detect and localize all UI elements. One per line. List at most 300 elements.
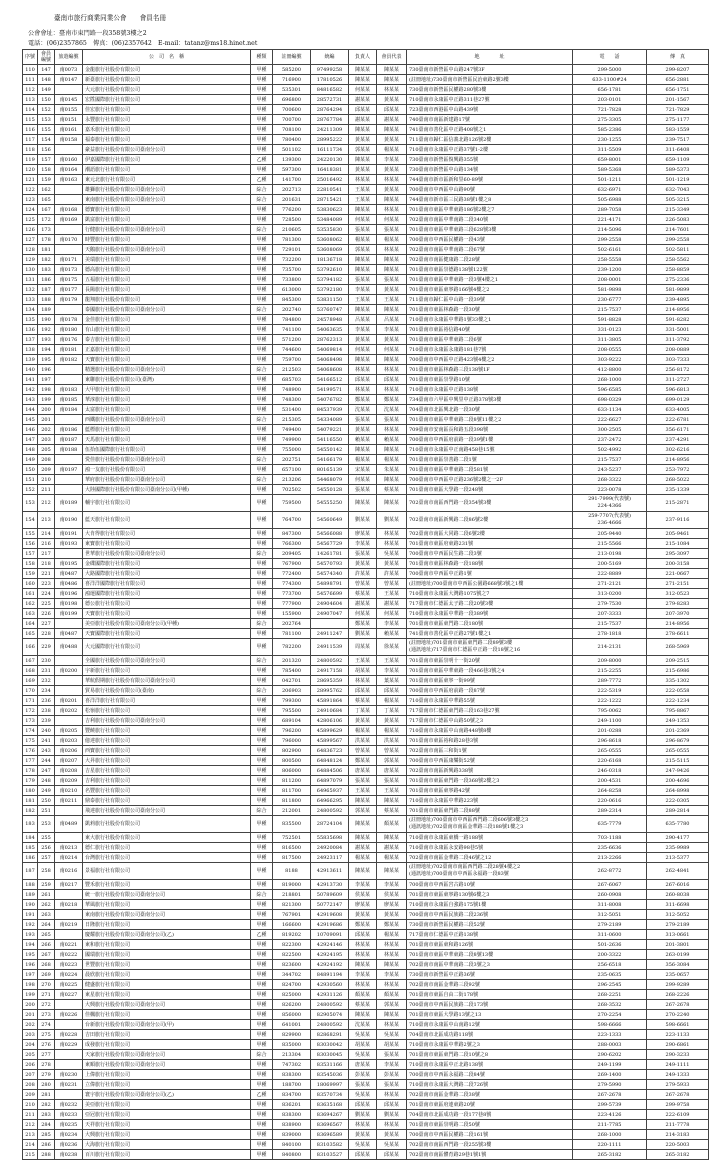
table-row xyxy=(23,796,709,806)
table-row xyxy=(23,1110,709,1120)
cell-seq: 129 xyxy=(23,255,38,265)
cell-owner: 黃某某 xyxy=(349,425,377,435)
table-row xyxy=(23,990,709,1000)
cell-category: 甲種 xyxy=(251,1040,273,1050)
cell-member-no: 154 xyxy=(38,135,55,145)
cell-registration-no: 597300 xyxy=(273,165,311,175)
table-row xyxy=(23,395,709,405)
cell-tour-no: 南0202 xyxy=(55,706,83,716)
cell-company-name: 德仁旅行社有限公司 xyxy=(83,843,251,853)
cell-member-no: 244 xyxy=(38,756,55,766)
cell-tax-id: 54068498 xyxy=(311,355,349,365)
cell-tax-id: 24911539 xyxy=(311,639,349,656)
cell-seq: 205 xyxy=(23,1050,38,1060)
cell-tour-no: 南0222 xyxy=(55,950,83,960)
cell-seq: 172 xyxy=(23,706,38,716)
cell-category: 甲種 xyxy=(251,716,273,726)
cell-company-name: 凱莉旅行社股份有限公司 xyxy=(83,816,251,833)
cell-tax-id: 64836723 xyxy=(311,746,349,756)
cell-address: 710臺南市永康區永康路181巷7號 xyxy=(407,345,573,355)
cell-seq: 201 xyxy=(23,1010,38,1020)
cell-member-no: 234 xyxy=(38,686,55,696)
cell-company-name: 大路國際旅行社有限公司 xyxy=(83,569,251,579)
cell-owner: 邱某某 xyxy=(349,105,377,115)
column-header-tax-id: 統編 xyxy=(311,50,349,65)
cell-member-no: 181 xyxy=(38,245,55,255)
cell-category: 甲種 xyxy=(251,910,273,920)
cell-category: 甲種 xyxy=(251,385,273,395)
cell-fax: 635-7780 xyxy=(647,816,709,833)
cell-fax: 268-2226 xyxy=(647,990,709,1000)
cell-company-name: 德寶旅行社有限公司 xyxy=(83,205,251,215)
cell-category: 綜合 xyxy=(251,1050,273,1060)
cell-category: 甲種 xyxy=(251,940,273,950)
table-row xyxy=(23,863,709,880)
cell-phone: 200-4531 xyxy=(573,776,647,786)
cell-member-no: 284 xyxy=(38,1120,55,1130)
cell-owner: 郭某某 xyxy=(349,806,377,816)
cell-tax-id: 42919686 xyxy=(311,920,349,930)
cell-owner: 邱某某 xyxy=(349,1100,377,1110)
cell-category: 甲種 xyxy=(251,265,273,275)
cell-member-no: 241 xyxy=(38,736,55,746)
cell-owner: 林某某 xyxy=(349,175,377,185)
cell-fax: 235-0657 xyxy=(647,970,709,980)
cell-address: 702臺南市南區中華南路二段3號之3 xyxy=(407,960,573,970)
cell-member-no: 153 xyxy=(38,115,55,125)
cell-address: 700臺南市中西區康樂街52號 xyxy=(407,756,573,766)
cell-company-name: 泰吉旅行社有限公司 xyxy=(83,335,251,345)
cell-tour-no: 南0236 xyxy=(55,1140,83,1150)
cell-owner: 李某某 xyxy=(349,285,377,295)
cell-category: 甲種 xyxy=(251,696,273,706)
cell-registration-no: 585200 xyxy=(273,65,311,75)
cell-phone: 275-3305 xyxy=(573,115,647,125)
cell-representative: 王某某 xyxy=(377,589,407,599)
table-row xyxy=(23,559,709,569)
cell-tour-no: 南0189 xyxy=(55,495,83,512)
cell-company-name: 上偉旅行社有限公司 xyxy=(83,1070,251,1080)
cell-fax: 290-4177 xyxy=(647,833,709,843)
cell-phone: 289-7058 xyxy=(573,205,647,215)
cell-address: 710臺南市永康區中華路1號33樓之1 xyxy=(407,315,573,325)
cell-category: 甲種 xyxy=(251,215,273,225)
cell-owner: 陳某某 xyxy=(349,305,377,315)
cell-registration-no: 755000 xyxy=(273,445,311,455)
cell-seq: 210 xyxy=(23,1100,38,1110)
cell-category: 綜合 xyxy=(251,806,273,816)
cell-company-name: 鴻一友旅行社股份有限公司 xyxy=(83,465,251,475)
cell-representative: 侯某某 xyxy=(377,890,407,900)
cell-tour-no: 南0210 xyxy=(55,786,83,796)
cell-owner: 賴某某 xyxy=(349,435,377,445)
cell-representative: 李某某 xyxy=(377,155,407,165)
cell-owner: 陳某某 xyxy=(349,960,377,970)
cell-phone: 222-1222 xyxy=(573,696,647,706)
cell-category: 甲種 xyxy=(251,639,273,656)
cell-company-name: 亞冠旅行社有限公司 xyxy=(83,1110,251,1120)
cell-category: 甲種 xyxy=(251,980,273,990)
cell-tour-no xyxy=(55,656,83,666)
cell-fax: 256-8172 xyxy=(647,365,709,375)
cell-registration-no: 826200 xyxy=(273,1000,311,1010)
cell-representative: 陳某某 xyxy=(377,495,407,512)
cell-registration-no: 838300 xyxy=(273,1110,311,1120)
cell-owner: 林某某 xyxy=(349,940,377,950)
cell-company-name: 東元北旅行社有限公司 xyxy=(83,175,251,185)
cell-tour-no: 南0486 xyxy=(55,579,83,589)
cell-tour-no: 南0191 xyxy=(55,529,83,539)
cell-representative: 邱某某 xyxy=(377,375,407,385)
cell-tour-no: 南0195 xyxy=(55,559,83,569)
cell-member-no: 173 xyxy=(38,225,55,235)
cell-company-name: 大陸國際旅行社股份有限公司臺南分公司(甲種) xyxy=(83,485,251,495)
cell-tax-id: 42913730 xyxy=(311,880,349,890)
cell-company-name: 精選旅行社股份有限公司臺南分公司 xyxy=(83,365,251,375)
cell-category: 甲種 xyxy=(251,125,273,135)
cell-company-name: 大興旅行社有限公司 xyxy=(83,1130,251,1140)
table-row xyxy=(23,285,709,295)
cell-member-no: 247 xyxy=(38,766,55,776)
cell-representative: 顏某某 xyxy=(377,990,407,1000)
cell-owner: 李某某 xyxy=(349,970,377,980)
cell-fax: 249-1353 xyxy=(647,716,709,726)
cell-tax-id: 54068608 xyxy=(311,365,349,375)
cell-address: 702臺南市南區中華南路二段67號 xyxy=(407,245,573,255)
table-row xyxy=(23,756,709,766)
cell-member-no: 251 xyxy=(38,806,55,816)
cell-tour-no xyxy=(55,910,83,920)
cell-phone: 268-3322 xyxy=(573,475,647,485)
cell-fax: 583-1559 xyxy=(647,125,709,135)
cell-category: 甲種 xyxy=(251,766,273,776)
cell-company-name: 永豐旅行社有限公司 xyxy=(83,115,251,125)
cell-company-name: 伍拾伍國際旅行社有限公司 xyxy=(83,445,251,455)
cell-seq: 195 xyxy=(23,950,38,960)
cell-owner: 丁某某 xyxy=(349,706,377,716)
cell-member-no: 224 xyxy=(38,589,55,599)
cell-fax: 215-1084 xyxy=(647,539,709,549)
cell-tax-id: 83635168 xyxy=(311,1100,349,1110)
cell-member-no: 210 xyxy=(38,475,55,485)
cell-address: 701臺南市東區東寧路166號4樓之2 xyxy=(407,285,573,295)
cell-company-name: 西寶旅行社有限公司 xyxy=(83,746,251,756)
cell-owner: 黃某某 xyxy=(349,559,377,569)
cell-representative: 陳某某 xyxy=(377,1010,407,1020)
cell-seq: 182 xyxy=(23,806,38,816)
cell-category: 綜合 xyxy=(251,305,273,315)
cell-phone: 268-1000 xyxy=(573,375,647,385)
cell-representative: 陳某某 xyxy=(377,863,407,880)
cell-fax: 632-7043 xyxy=(647,185,709,195)
table-row xyxy=(23,75,709,85)
cell-representative: 陳某某 xyxy=(377,75,407,85)
cell-phone: 208-0001 xyxy=(573,275,647,285)
cell-seq: 145 xyxy=(23,415,38,425)
cell-owner: 張某某 xyxy=(349,549,377,559)
cell-phone: 267-6067 xyxy=(573,880,647,890)
cell-member-no: 266 xyxy=(38,940,55,950)
cell-owner: 張某某 xyxy=(349,776,377,786)
cell-fax: 268-5022 xyxy=(647,475,709,485)
cell-company-name: 台新旅行社股份有限公司臺南分公司(甲) xyxy=(83,1020,251,1030)
cell-registration-no: 781300 xyxy=(273,235,311,245)
cell-tour-no: 南0145 xyxy=(55,95,83,105)
cell-tour-no: 南0235 xyxy=(55,1120,83,1130)
table-row xyxy=(23,666,709,676)
cell-owner: 吳某某 xyxy=(349,1050,377,1060)
cell-registration-no: 344702 xyxy=(273,970,311,980)
cell-seq: 168 xyxy=(23,666,38,676)
cell-representative: 李某某 xyxy=(377,970,407,980)
cell-tax-id: 53608062 xyxy=(311,235,349,245)
table-row xyxy=(23,656,709,666)
cell-fax: 249-1111 xyxy=(647,1060,709,1070)
cell-tour-no: 南0185 xyxy=(55,395,83,405)
cell-company-name: 東聯旅行社股份有限公司(臺灣) xyxy=(83,375,251,385)
cell-seq: 186 xyxy=(23,853,38,863)
cell-member-no: 257 xyxy=(38,853,55,863)
cell-representative: 張某某 xyxy=(377,225,407,235)
cell-registration-no: 657100 xyxy=(273,465,311,475)
cell-representative: 邱某某 xyxy=(377,1100,407,1110)
cell-representative: 張某某 xyxy=(377,1050,407,1060)
cell-seq: 128 xyxy=(23,245,38,255)
cell-seq: 213 xyxy=(23,1130,38,1140)
cell-phone: 215-7537 xyxy=(573,619,647,629)
cell-category: 綜合 xyxy=(251,549,273,559)
cell-member-no: 240 xyxy=(38,726,55,736)
cell-phone: 585-2386 xyxy=(573,125,647,135)
cell-tour-no xyxy=(55,85,83,95)
cell-address: 700臺南市中西區府前路一段39號1樓 xyxy=(407,435,573,445)
cell-registration-no: 209405 xyxy=(273,549,311,559)
cell-fax: 311-6408 xyxy=(647,145,709,155)
cell-tax-id: 54334089 xyxy=(311,415,349,425)
cell-registration-no: 042701 xyxy=(273,676,311,686)
cell-phone: 213-0198 xyxy=(573,549,647,559)
cell-phone: 264-8258 xyxy=(573,786,647,796)
cell-category: 甲種 xyxy=(251,1110,273,1120)
cell-fax: 581-9899 xyxy=(647,285,709,295)
cell-company-name: 德高旅行社有限公司 xyxy=(83,265,251,275)
cell-address: 701臺南市東區崇善路二段1號 xyxy=(407,455,573,465)
cell-member-no: 230 xyxy=(38,656,55,666)
cell-tax-id: 24907047 xyxy=(311,609,349,619)
cell-registration-no: 840800 xyxy=(273,1150,311,1160)
cell-fax: 226-5083 xyxy=(647,215,709,225)
cell-company-name: 新臺旅行社股份有限公司 xyxy=(83,75,251,85)
cell-registration-no: 571200 xyxy=(273,335,311,345)
cell-registration-no: 213304 xyxy=(273,1050,311,1060)
cell-phone: 589-5368 xyxy=(573,165,647,175)
cell-phone: 239-1200 xyxy=(573,265,647,275)
cell-representative: 林某某 xyxy=(377,950,407,960)
cell-category: 甲種 xyxy=(251,315,273,325)
cell-address: 701臺南市東區中華東路二段581號 xyxy=(407,465,573,475)
cell-company-name: 金佳旅行社有限公司 xyxy=(83,315,251,325)
cell-fax: 208-0889 xyxy=(647,345,709,355)
cell-company-name: 喜洋洋旅行社有限公司 xyxy=(83,696,251,706)
cell-representative: 楊某某 xyxy=(377,696,407,706)
cell-category: 乙種 xyxy=(251,930,273,940)
cell-representative: 蔡某某 xyxy=(377,485,407,495)
cell-registration-no: 732200 xyxy=(273,255,311,265)
cell-owner: 黃某某 xyxy=(349,910,377,920)
cell-phone: 214-5096 xyxy=(573,225,647,235)
cell-tour-no: 南0206 xyxy=(55,746,83,756)
cell-tour-no xyxy=(55,455,83,465)
table-row xyxy=(23,1120,709,1130)
cell-member-no: 148 xyxy=(38,75,55,85)
cell-seq: 119 xyxy=(23,155,38,165)
cell-owner: 曾某某 xyxy=(349,746,377,756)
cell-seq: 133 xyxy=(23,295,38,305)
cell-seq: 149 xyxy=(23,455,38,465)
cell-phone: 311-3805 xyxy=(573,335,647,345)
cell-seq: 209 xyxy=(23,1090,38,1100)
cell-tax-id: 64897079 xyxy=(311,776,349,786)
cell-tax-id: 83531166 xyxy=(311,1060,349,1070)
cell-seq: 173 xyxy=(23,716,38,726)
cell-address: 701臺南市東區東門路一段368號2樓之3 xyxy=(407,776,573,786)
cell-tax-id: 83570734 xyxy=(311,1090,349,1100)
cell-member-no: 270 xyxy=(38,980,55,990)
cell-phone: 721-7828 xyxy=(573,105,647,115)
cell-representative: 張某某 xyxy=(377,776,407,786)
cell-address: 701臺南市東區東和路126號 xyxy=(407,940,573,950)
cell-tax-id: 28762313 xyxy=(311,335,349,345)
cell-owner: 陳某某 xyxy=(349,1010,377,1020)
cell-address: (註冊地址)702臺南市南區西門路二段28號4樓之2 (通訊地址)700臺南市中西區永福路一段83號 xyxy=(407,863,573,880)
cell-tax-id: 64966295 xyxy=(311,796,349,806)
cell-member-no: 193 xyxy=(38,335,55,345)
cell-address: 701臺南市東區崇明十一街20號 xyxy=(407,656,573,666)
cell-fax: 235-9989 xyxy=(647,843,709,853)
cell-representative: 林某某 xyxy=(377,385,407,395)
cell-member-no: 227 xyxy=(38,619,55,629)
cell-registration-no: 767900 xyxy=(273,559,311,569)
cell-owner: 蔡某某 xyxy=(349,1000,377,1010)
cell-phone: 258-5558 xyxy=(573,255,647,265)
cell-tour-no xyxy=(55,930,83,940)
table-row xyxy=(23,629,709,639)
cell-owner: 胡某某 xyxy=(349,1040,377,1050)
cell-representative: 郭某某 xyxy=(377,1000,407,1010)
cell-tax-id: 42919608 xyxy=(311,910,349,920)
cell-owner: 楊某某 xyxy=(349,726,377,736)
cell-address: 704臺南市北區興北路一段30號 xyxy=(407,405,573,415)
cell-fax: 267-2678 xyxy=(647,1000,709,1010)
table-row xyxy=(23,910,709,920)
cell-company-name: 金碟國際旅行社有限公司 xyxy=(83,559,251,569)
cell-address: 730臺南市新營區復興路355號 xyxy=(407,155,573,165)
cell-representative: 李某某 xyxy=(377,666,407,676)
cell-owner: 胡某某 xyxy=(349,666,377,676)
cell-member-no: 243 xyxy=(38,746,55,756)
cell-registration-no: 139300 xyxy=(273,155,311,165)
cell-representative: 張某某 xyxy=(377,415,407,425)
table-row xyxy=(23,960,709,970)
cell-member-no: 158 xyxy=(38,165,55,175)
cell-tax-id: 28572731 xyxy=(311,95,349,105)
table-row xyxy=(23,225,709,235)
cell-tax-id: 42913611 xyxy=(311,863,349,880)
cell-address: 700臺南市中西區中正路1號 xyxy=(407,569,573,579)
cell-member-no: 208 xyxy=(38,455,55,465)
cell-company-name: 天馬旅行社有限公司 xyxy=(83,435,251,445)
cell-company-name: 天鵝旅行社股份有限公司臺南分公司 xyxy=(83,245,251,255)
cell-tax-id: 28724104 xyxy=(311,816,349,833)
cell-company-name: 慶耀旅行社股份有限公司臺南分公司(乙) xyxy=(83,930,251,940)
cell-seq: 191 xyxy=(23,910,38,920)
cell-fax: 299-2558 xyxy=(647,235,709,245)
cell-registration-no: 206903 xyxy=(273,686,311,696)
cell-phone: 303-9222 xyxy=(573,355,647,365)
cell-fax: 207-3970 xyxy=(647,609,709,619)
cell-owner: 陳某某 xyxy=(349,205,377,215)
cell-owner: 沈某某 xyxy=(349,405,377,415)
cell-tour-no: 南0205 xyxy=(55,726,83,736)
cell-tax-id: 84537939 xyxy=(311,405,349,415)
cell-category: 甲種 xyxy=(251,559,273,569)
cell-representative: 林某某 xyxy=(377,205,407,215)
cell-tour-no: 南0160 xyxy=(55,155,83,165)
cell-owner: 林某某 xyxy=(349,676,377,686)
cell-company-name: 宇新旅行社有限公司 xyxy=(83,666,251,676)
cell-address: 723臺南市西港區中山路439號 xyxy=(407,105,573,115)
cell-address: 701臺南市東區林森路一段30號 xyxy=(407,305,573,315)
cell-address: 701臺南市東區中華東路二段8號13樓 xyxy=(407,950,573,960)
cell-owner: 何某某 xyxy=(349,609,377,619)
cell-address: 717臺南市仁德區東門路三段163巷27號 xyxy=(407,706,573,716)
table-row xyxy=(23,1000,709,1010)
cell-member-no: 282 xyxy=(38,1100,55,1110)
cell-tour-no xyxy=(55,1020,83,1030)
cell-category: 乙種 xyxy=(251,1090,273,1100)
cell-representative: 黃某某 xyxy=(377,185,407,195)
cell-tax-id: 24211309 xyxy=(311,125,349,135)
cell-category: 甲種 xyxy=(251,950,273,960)
cell-representative: 吳某某 xyxy=(377,1030,407,1040)
cell-tour-no xyxy=(55,619,83,629)
cell-address: 702臺南市南區金華路三段92號 xyxy=(407,980,573,990)
table-row xyxy=(23,445,709,455)
cell-category: 甲種 xyxy=(251,579,273,589)
table-row xyxy=(23,385,709,395)
cell-seq: 185 xyxy=(23,843,38,853)
cell-phone: 271-2121 xyxy=(573,579,647,589)
cell-phone: 265-3182 xyxy=(573,1150,647,1160)
cell-owner: 李某某 xyxy=(349,880,377,890)
cell-tour-no: 南0197 xyxy=(55,465,83,475)
cell-address: 702臺南市南區三和街1號 xyxy=(407,746,573,756)
cell-registration-no: 752501 xyxy=(273,833,311,843)
cell-fax: 311-3792 xyxy=(647,335,709,345)
cell-tax-id: 83696589 xyxy=(311,1130,349,1140)
cell-seq: 188 xyxy=(23,880,38,890)
cell-category: 甲種 xyxy=(251,599,273,609)
cell-address: 710臺南市永康區中正路311巷27號 xyxy=(407,95,573,105)
cell-representative: 黃某某 xyxy=(377,559,407,569)
cell-category: 甲種 xyxy=(251,395,273,405)
cell-member-no: 195 xyxy=(38,355,55,365)
cell-representative: 陳某某 xyxy=(377,796,407,806)
cell-phone: 656-1781 xyxy=(573,85,647,95)
cell-member-no: 165 xyxy=(38,195,55,205)
cell-representative: 唐某某 xyxy=(377,766,407,776)
cell-phone: 201-0288 xyxy=(573,726,647,736)
